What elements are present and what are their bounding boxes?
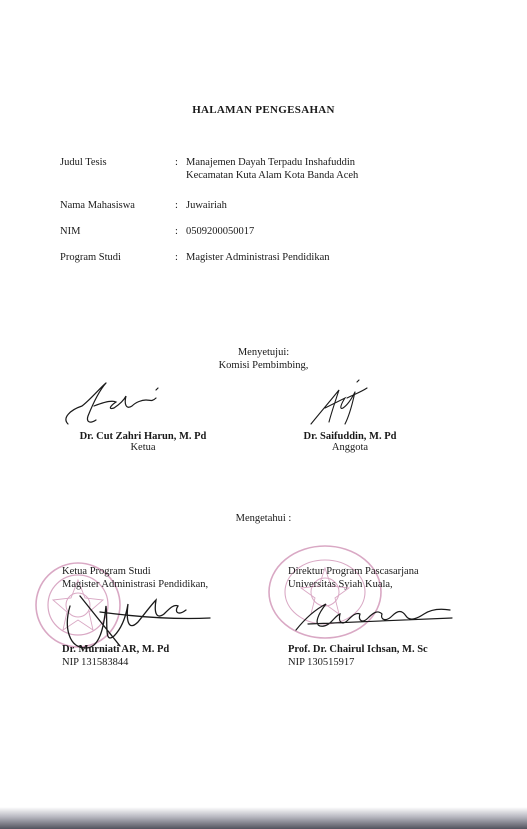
signature-advisor-chair: [60, 380, 170, 430]
head-study-program-sign-block: [62, 644, 169, 669]
approval-committee: Komisi Pembimbing,: [218, 360, 309, 371]
thesis-title-line-1: Manajemen Dayah Terpadu Inshafuddin: [186, 157, 356, 168]
signature-graduate-program-director: [290, 596, 455, 638]
info-colon: :: [175, 157, 178, 168]
info-colon: :: [175, 226, 178, 237]
info-label: Program Studi: [60, 252, 121, 263]
advisor-member-role: Anggota: [331, 442, 369, 453]
head-study-program-title-line-1: Ketua Program Studi: [62, 566, 151, 577]
approval-heading: Menyetujui:: [237, 347, 290, 358]
head-study-program-nip: NIP 131583844: [62, 656, 129, 668]
head-graduate-program-nip: NIP 130515917: [288, 656, 355, 668]
advisor-member-name: Dr. Saifuddin, M. Pd: [303, 431, 397, 442]
advisor-chair-block: [48, 431, 238, 453]
advisor-member-block: [265, 431, 435, 453]
head-graduate-program-name: Prof. Dr. Chairul Ichsan, M. Sc: [288, 644, 428, 655]
page-title: HALAMAN PENGESAHAN: [192, 104, 335, 116]
signature-advisor-member: [305, 378, 375, 430]
thesis-title-line-2: Kecamatan Kuta Alam Kota Banda Aceh: [186, 170, 359, 181]
info-label: NIM: [60, 226, 81, 237]
head-graduate-program-title-line-2: Universitas Syiah Kuala,: [288, 578, 393, 590]
info-value: [186, 156, 426, 182]
info-value: Magister Administrasi Pendidikan: [186, 252, 330, 263]
acknowledged-heading: Mengetahui :: [235, 513, 292, 524]
head-study-program-name: Dr. Murniati AR, M. Pd: [62, 644, 170, 655]
info-colon: :: [175, 200, 178, 211]
info-label: Nama Mahasiswa: [60, 200, 135, 211]
head-graduate-program-title: [288, 566, 419, 591]
head-study-program-title-line-2: Magister Administrasi Pendidikan,: [62, 578, 209, 590]
info-value: Juwairiah: [186, 200, 227, 211]
info-value: 0509200050017: [186, 226, 255, 237]
scan-bottom-edge: [0, 807, 527, 829]
advisor-chair-role: Ketua: [130, 442, 156, 453]
head-graduate-program-title-line-1: Direktur Program Pascasarjana: [288, 566, 419, 577]
advisor-chair-name: Dr. Cut Zahri Harun, M. Pd: [79, 431, 207, 442]
head-graduate-program-sign-block: [288, 644, 428, 669]
info-colon: :: [175, 252, 178, 263]
info-label: Judul Tesis: [60, 157, 107, 168]
